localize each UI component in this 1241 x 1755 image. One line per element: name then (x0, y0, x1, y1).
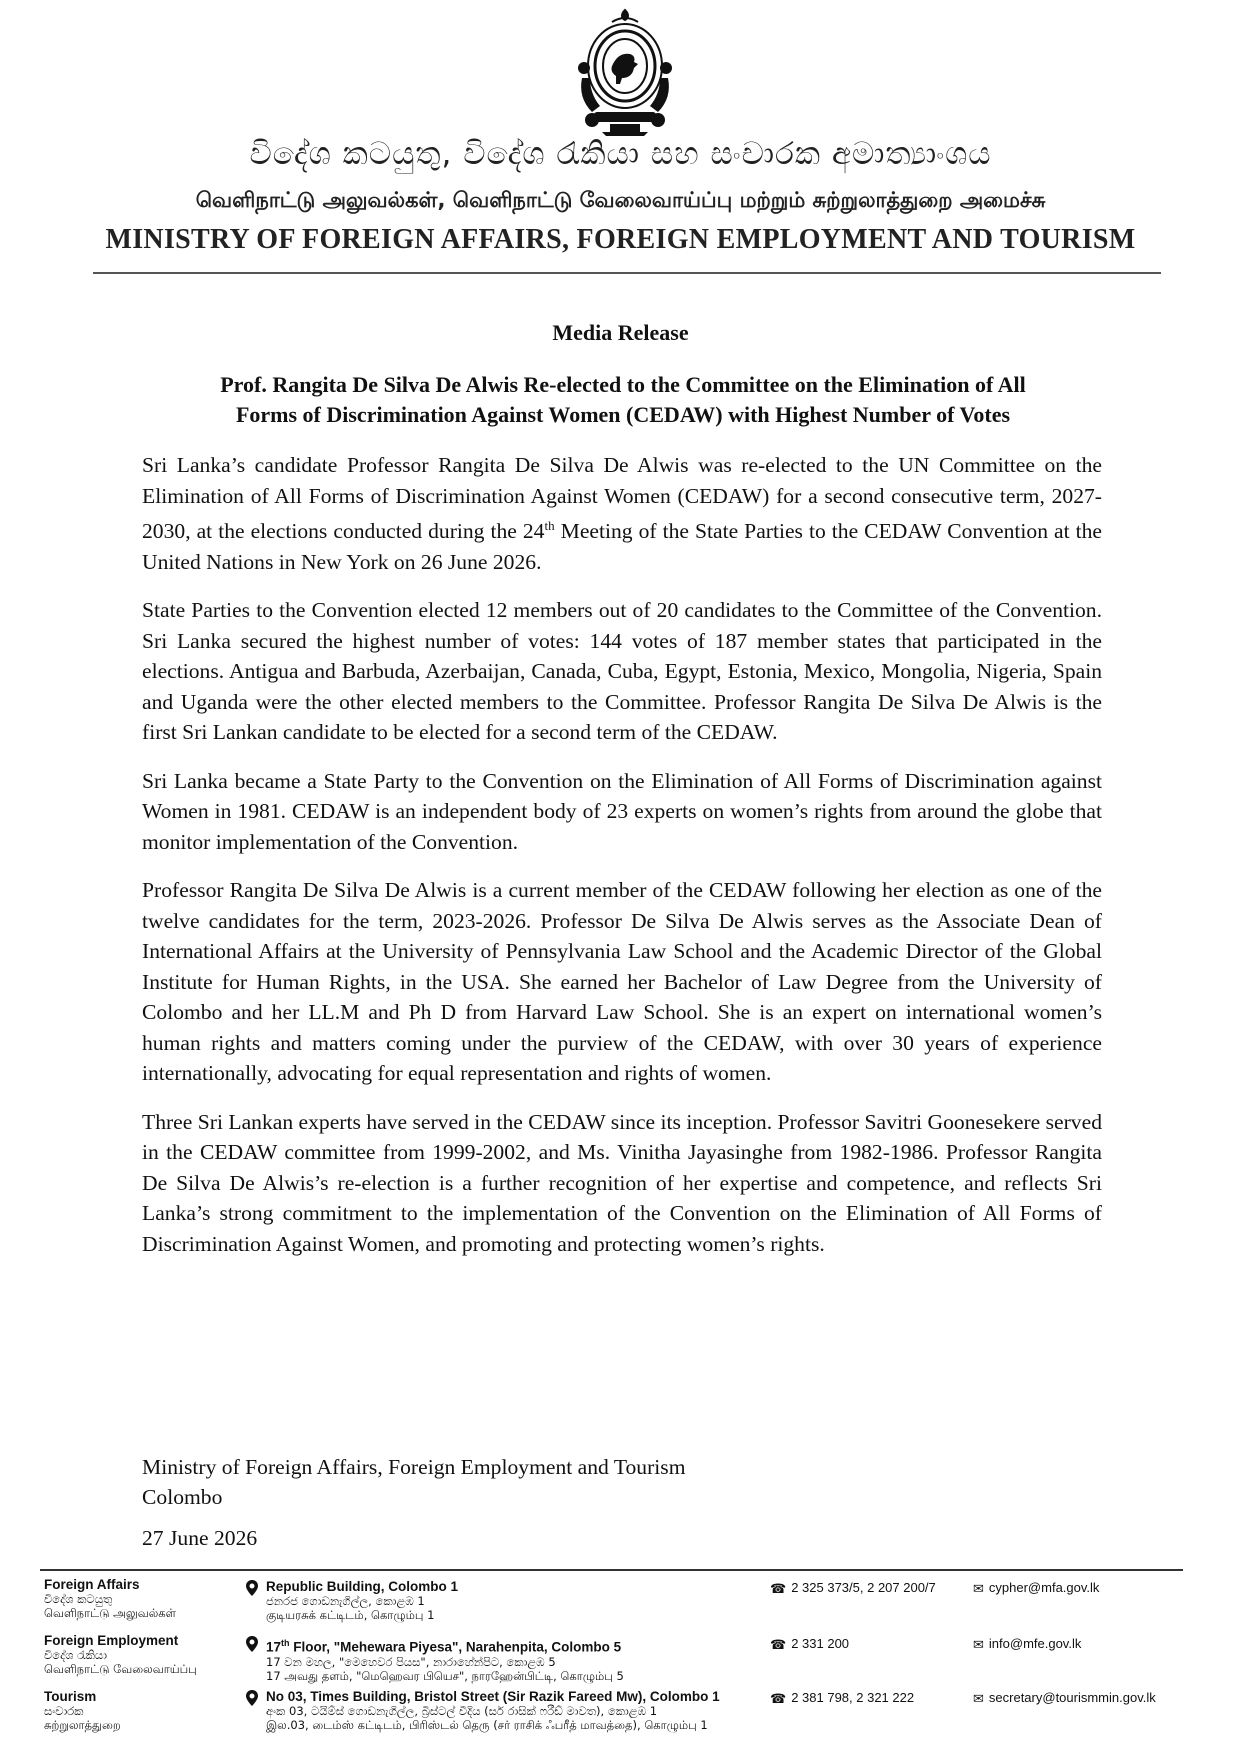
headline-line-1: Prof. Rangita De Silva De Alwis Re-elected to the Committee on the Elimination of All (220, 372, 1026, 397)
location-pin-icon (246, 1580, 258, 1596)
telephone-icon: ☎ (770, 1580, 787, 1596)
ministry-name-english: MINISTRY OF FOREIGN AFFAIRS, FOREIGN EMPLOYMENT AND TOURISM (105, 224, 1136, 255)
release-headline (143, 370, 1103, 430)
footer-phone-tourism: ☎ 2 381 798, 2 321 222 (770, 1690, 915, 1706)
envelope-icon: ✉ (973, 1636, 984, 1652)
paragraph-2: State Parties to the Convention elected 12 members out of 20 candidates to the Committee of the Convention. Sri Lanka secured the highest number of votes: 144 votes of 187 member states that participated in the elections. Antigua and Barbuda, Azerbaijan, Canada, Cuba, Egypt, Estonia, Mexico, Mongolia, Nigeria, Spain and Uganda were the other elected members to the Committee. Professor Rangita De Silva De Alwis is the first Sri Lankan candidate to be elected for a second term of the CEDAW. (142, 598, 1102, 745)
ministry-name-sinhala: විදේශ කටයුතු, විදේශ රැකියා සහ සංචාරක අමාත්‍යාංශය (249, 136, 992, 172)
paragraph-3: Sri Lanka became a State Party to the Convention on the Elimination of All Forms of Discrimination against Women in 1981. CEDAW is an independent body of 23 experts on women’s rights from around the globe that monitor implementation of the Convention. (142, 768, 1102, 854)
sri-lanka-crest-emblem (572, 8, 678, 136)
ministry-name-tamil: வெளிநாட்டு அலுவல்கள், வெளிநாட்டு வேலைவாய்ப்பு மற்றும் சுற்றுலாத்துறை அமைச்சு (195, 188, 1046, 212)
signature-organization: Ministry of Foreign Affairs, Foreign Employment and Tourism (142, 1455, 686, 1479)
footer-phone-foreign-affairs: ☎ 2 325 373/5, 2 207 200/7 (770, 1580, 936, 1596)
footer-email-foreign-affairs[interactable]: ✉ cypher@mfa.gov.lk (973, 1580, 1100, 1596)
release-date: 27 June 2026 (142, 1526, 258, 1550)
footer-address-foreign-affairs: Republic Building, Colombo 1 ජනරජ ගොඩනැගිල්ල, කොළඹ 1 குடியரசுக் கட்டிடம், கொழும்பு 1 (266, 1579, 458, 1622)
paragraph-4: Professor Rangita De Silva De Alwis is a current member of the CEDAW following her election as one of the twelve candidates for the term, 2023-2026. Professor De Silva De Alwis serves as the Associate Dean of International Affairs at the University of Pennsylvania Law School and the Academic Director of the Global Institute for Human Rights, in the USA. She earned her Bachelor of Law Degree from the University of Colombo and her LL.M and Ph D from Harvard Law School. She is an expert on international women’s human rights and matters coming under the purview of the CEDAW, with over 30 years of experience internationally, advocating for equal representation and rights of women. (142, 878, 1102, 1086)
paragraph-5: Three Sri Lankan experts have served in the CEDAW since its inception. Professor Savitri Goonesekere served in the CEDAW committee from 1999-2002, and Ms. Vinitha Jayasinghe from 1982-1986. Professor Rangita De Silva De Alwis’s re-election is a further recognition of her expertise and competence, and reflects Sri Lanka’s strong commitment to the implementation of the Convention on the Elimination of All Forms of Discrimination Against Women, and promoting and protecting women’s rights. (142, 1109, 1102, 1256)
footer-phone-foreign-employment: ☎ 2 331 200 (770, 1636, 850, 1652)
footer-dept-tourism: Tourism සංචාරක சுற்றுலாத்துறை (44, 1689, 121, 1732)
paragraph-1: Sri Lanka’s candidate Professor Rangita De Silva De Alwis was re-elected to the UN Committee on the Elimination of All Forms of Discrimination Against Women (CEDAW) for a second consecutive term, 2027-2030, at the elections conducted during the 24th Meeting of the State Parties to the CEDAW Convention at the United Nations in New York on 26 June 2026. (142, 453, 1102, 574)
location-pin-icon (246, 1690, 258, 1706)
envelope-icon: ✉ (973, 1580, 984, 1596)
headline-line-2: Forms of Discrimination Against Women (CEDAW) with Highest Number of Votes (235, 402, 1011, 427)
envelope-icon: ✉ (973, 1690, 984, 1706)
location-pin-icon (246, 1636, 258, 1652)
media-release-label: Media Release (552, 320, 689, 345)
telephone-icon: ☎ (770, 1636, 787, 1652)
header-divider (93, 272, 1161, 274)
footer-email-foreign-employment[interactable]: ✉ info@mfe.gov.lk (973, 1636, 1082, 1652)
signature-city: Colombo (142, 1485, 223, 1509)
footer-address-foreign-employment: 17th Floor, "Mehewara Piyesa", Narahenpita, Colombo 5 17 වන මහල, "මෙහෙවර පියස", නාරාහේන්පිට, කොළඹ 5 17 அவது தளம், "மெஹெவர பியெச", நாரஹேன்பிட்டி, கொழும்பு 5 (266, 1638, 624, 1683)
signature-block (142, 1452, 686, 1512)
release-body (142, 450, 1102, 1277)
telephone-icon: ☎ (770, 1690, 787, 1706)
footer-dept-foreign-affairs: Foreign Affairs විදේශ කටයුතු வெளிநாட்டு அலுவல்கள் (44, 1577, 177, 1620)
footer-dept-foreign-employment: Foreign Employment විදේශ රැකියා வெளிநாட்டு வேலைவாய்ப்பு (44, 1633, 197, 1676)
footer-email-tourism[interactable]: ✉ secretary@tourismmin.gov.lk (973, 1690, 1156, 1706)
footer-address-tourism: No 03, Times Building, Bristol Street (Sir Razik Fareed Mw), Colombo 1 අංක 03, ටයිම්ස් ගොඩනැගිල්ල, බ්‍රිස්ටල් වීදිය (සර් රාසික් ෆරීඩ් මාවත), කොළඹ 1 இல.03, டைம்ஸ் கட்டிடம், பிரிஸ்டல் தெரு (சர் ராசிக் ஃபரீத் மாவத்தை), கொழும்பு 1 (266, 1689, 720, 1732)
footer-divider (40, 1569, 1183, 1571)
